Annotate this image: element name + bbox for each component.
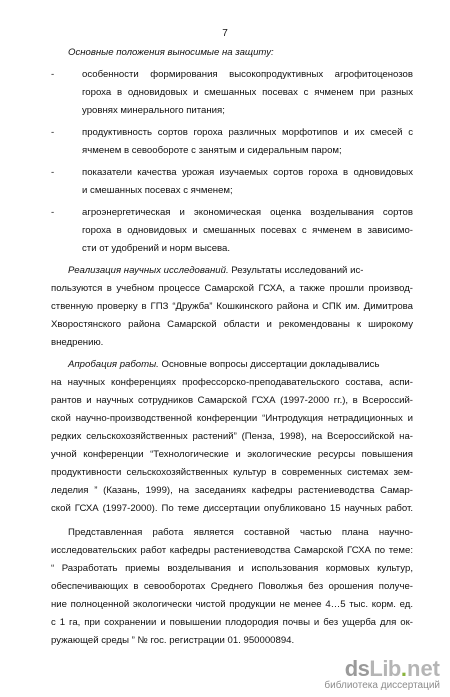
conclusion-line-7: ружающей среды ” № гос. регистрации 01. 950000894. bbox=[51, 635, 295, 646]
implementation-first-line bbox=[68, 264, 413, 277]
bullet-dash: - bbox=[51, 69, 55, 80]
bullet-1-line-3: уровнях минерального питания; bbox=[82, 105, 225, 116]
logo-lib: Lib bbox=[369, 656, 401, 681]
approbation-line-8: леделия ” (Казань, 1999), на заседаниях кафедры растениеводства Самар- bbox=[51, 485, 413, 496]
dslib-watermark[interactable] bbox=[324, 656, 440, 691]
approbation-line-4: ской научно-производственной конференции “Интродукция нетрадиционных и bbox=[51, 413, 413, 424]
bullet-1-line-2: гороха в одновидовых и смешанных посевах с ячменем при разных bbox=[82, 87, 413, 98]
conclusion-line-6: с 1 га, при сохранении и повышении плодородия почвы и без ущерба для ок- bbox=[51, 617, 413, 628]
approbation-text: Основные вопросы диссертации докладывались bbox=[158, 359, 380, 370]
approbation-title: Апробация работы. bbox=[68, 359, 159, 370]
watermark-subtitle: библиотека диссертаций bbox=[324, 680, 440, 691]
approbation-line-6: учной конференции “Технологические и экологические ресурсы повышения bbox=[51, 449, 413, 460]
implementation-line-2: пользуются в учебном процессе Самарской ГСХА, а также прошли производ- bbox=[51, 283, 413, 294]
logo-ds: ds bbox=[344, 656, 370, 681]
bullet-3-line-1: показатели качества урожая изучаемых сортов гороха в одновидовых bbox=[82, 167, 413, 178]
dslib-logo bbox=[324, 656, 440, 682]
logo-net: net bbox=[407, 656, 440, 681]
bullet-2-line-1: продуктивность сортов гороха различных морфотипов и их смесей с bbox=[82, 127, 413, 138]
approbation-line-2: на научных конференциях профессорско-преподавательского состава, аспи- bbox=[51, 377, 413, 388]
theses-heading: Основные положения выносимые на защиту: bbox=[68, 47, 274, 58]
conclusion-line-2: исследовательских работ кафедры растениеводства Самарской ГСХА по теме: bbox=[51, 545, 413, 556]
bullet-dash: - bbox=[51, 207, 55, 218]
approbation-line-9: ской ГСХА (1997-2000). По теме диссертации опубликовано 15 научных работ. bbox=[51, 503, 413, 514]
bullet-4-line-2: гороха в одновидовых и смешанных посевах с ячменем в зависимо- bbox=[82, 225, 413, 236]
conclusion-line-3: “ Разработать приемы возделывания и использования кормовых культур, bbox=[51, 563, 413, 574]
conclusion-line-5: ние полноценной экологически чистой продукции не менее 4…5 тыс. корм. ед. bbox=[51, 599, 413, 610]
page-number: 7 bbox=[222, 28, 228, 39]
implementation-line-4: Хворостянского района Самарской области и рекомендованы к широкому bbox=[51, 319, 413, 330]
implementation-line-5: внедрению. bbox=[51, 337, 104, 348]
implementation-text: Результаты исследований ис- bbox=[228, 265, 364, 276]
bullet-4-line-3: сти от удобрений и норм высева. bbox=[82, 243, 231, 254]
bullet-3-line-2: и смешанных посевах с ячменем; bbox=[82, 185, 233, 196]
approbation-first-line bbox=[68, 358, 413, 371]
approbation-line-7: продуктивности сельскохозяйственных культур в современных системах зем- bbox=[51, 467, 413, 478]
conclusion-line-1: Представленная работа является составной частью плана научно- bbox=[68, 527, 413, 538]
logo-dot: . bbox=[400, 656, 407, 681]
bullet-dash: - bbox=[51, 127, 55, 138]
bullet-dash: - bbox=[51, 167, 55, 178]
bullet-1-line-1: особенности формирования высокопродуктивных агрофитоценозов bbox=[82, 69, 413, 80]
approbation-line-5: редких сельскохозяйственных растений” (Пенза, 1998), на Всероссийской на- bbox=[51, 431, 413, 442]
approbation-line-3: рантов и научных сотрудников Самарской ГСХА (1997-2000 гг.), в Всероссий- bbox=[51, 395, 413, 406]
bullet-4-line-1: агроэнергетическая и экономическая оценка возделывания сортов bbox=[82, 207, 413, 218]
implementation-line-3: ственную проверку в ГПЗ “Дружба” Кошкинского района и СПК им. Димитрова bbox=[51, 301, 413, 312]
bullet-2-line-2: ячменем в севообороте с занятым и сидеральным паром; bbox=[82, 145, 342, 156]
implementation-title: Реализация научных исследований. bbox=[68, 265, 229, 276]
conclusion-line-4: обеспечивающих в севооборотах Среднего Поволжья без орошения получе- bbox=[51, 581, 413, 592]
